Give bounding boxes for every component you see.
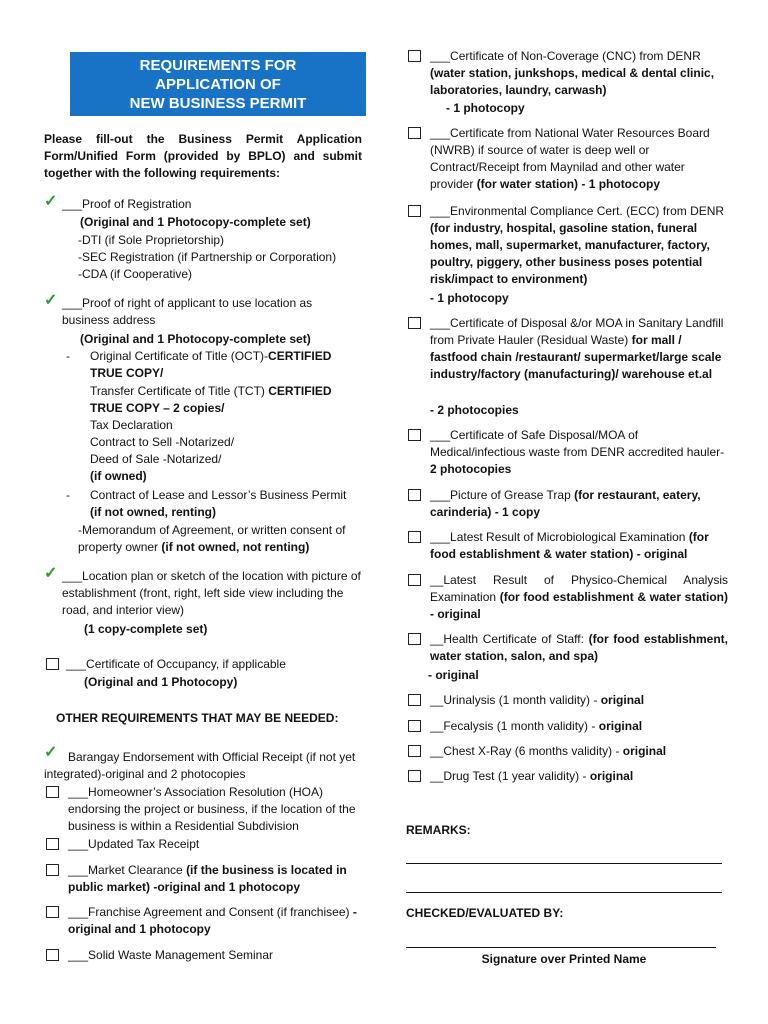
- checkbox-nwrb[interactable]: [408, 127, 421, 139]
- req-registration-sub: (Original and 1 Photocopy-complete set): [80, 215, 311, 229]
- memorandum-condition: (if not owned, not renting): [161, 540, 310, 554]
- contract-of-lease: Contract of Lease and Lessor’s Business Permit: [90, 488, 347, 502]
- tct-line: [90, 383, 360, 417]
- if-not-owned-renting: (if not owned, renting): [90, 505, 216, 519]
- check-icon: ✓: [44, 292, 58, 309]
- oct-text: Original Certificate of Title (OCT)-: [90, 349, 269, 363]
- disposal-detail: for mall / fastfood chain /restaurant/ supermarket/large scale industry/factory (manufacturing)/ warehouse et.al: [430, 333, 722, 381]
- checkbox-chest-xray[interactable]: [408, 745, 421, 757]
- title-banner: [70, 52, 366, 116]
- health-certificate-detail: (for food establishment, water station, salon, and spa): [430, 632, 729, 663]
- checkbox-fecalysis[interactable]: [408, 720, 421, 732]
- health-certificate-original: - original: [428, 668, 479, 682]
- physico-chemical-title: __Latest Result of Physico-Chemical Analysis Examination: [430, 573, 728, 604]
- disposal-copies: - 2 photocopies: [430, 403, 519, 417]
- req-location-right-sub: (Original and 1 Photocopy-complete set): [80, 332, 311, 346]
- check-icon: ✓: [44, 565, 58, 582]
- urinalysis-item: [430, 692, 644, 709]
- oct-line: [90, 348, 360, 382]
- checkbox-health-certificate[interactable]: [408, 633, 421, 645]
- checkbox-medical-waste[interactable]: [408, 429, 421, 441]
- req-location-plan-sub: (1 copy-complete set): [84, 622, 208, 636]
- req-registration: [62, 196, 362, 213]
- signature-line[interactable]: [406, 947, 716, 948]
- disposal-title: ___Certificate of Disposal &/or MOA in Sanitary Landfill from Private Hauler (Residual Waste): [430, 316, 724, 347]
- market-clearance: [68, 862, 362, 896]
- req-registration-dti: -DTI (if Sole Proprietorship): [78, 233, 225, 247]
- remarks-line[interactable]: [406, 892, 722, 893]
- remarks-label: REMARKS:: [406, 823, 471, 837]
- drug-test-item: [430, 768, 633, 785]
- oct-certified: CERTIFIED TRUE COPY/: [90, 349, 332, 380]
- checkbox-solid-waste[interactable]: [46, 949, 59, 961]
- market-clearance-detail: (if the business is located in public market) -original and 1 photocopy: [68, 863, 347, 894]
- urinalysis-original: original: [600, 693, 645, 707]
- hoa-resolution: ___Homeowner’s Association Resolution (HOA) endorsing the project or business, if the location of the business is within a Residential Subdivision: [68, 785, 356, 833]
- deed-of-sale: Deed of Sale -Notarized/: [90, 452, 222, 466]
- checkbox-market-clearance[interactable]: [46, 864, 59, 876]
- check-icon: ✓: [44, 193, 58, 210]
- tax-declaration: Tax Declaration: [90, 418, 173, 432]
- barangay-endorsement: Barangay Endorsement with Official Receipt (if not yet integrated)-original and 2 photocopies: [44, 750, 356, 781]
- title-line-2: APPLICATION OF: [155, 75, 281, 93]
- nwrb-detail: (for water station) - 1 photocopy: [476, 177, 661, 191]
- drug-test-title: __Drug Test (1 year validity) -: [430, 769, 590, 783]
- nwrb-item: [430, 125, 728, 193]
- fecalysis-item: [430, 718, 642, 735]
- microbiological-item: [430, 529, 728, 563]
- solid-waste-seminar: ___Solid Waste Management Seminar: [68, 948, 273, 962]
- memorandum-line: [78, 522, 366, 556]
- req-registration-title: ___Proof of Registration: [62, 197, 192, 211]
- cnc-copies: - 1 photocopy: [446, 101, 525, 115]
- chest-xray-item: [430, 743, 666, 760]
- checkbox-ecc[interactable]: [408, 205, 421, 217]
- ecc-copies: - 1 photocopy: [430, 291, 509, 305]
- checkbox-urinalysis[interactable]: [408, 694, 421, 706]
- checked-evaluated-label: CHECKED/EVALUATED BY:: [406, 906, 564, 920]
- updated-tax-receipt: ___Updated Tax Receipt: [68, 837, 200, 851]
- health-certificate-item: [430, 631, 728, 665]
- market-clearance-title: ___Market Clearance: [68, 863, 187, 877]
- req-occupancy: ___Certificate of Occupancy, if applicable: [66, 657, 286, 671]
- ecc-title: ___Environmental Compliance Cert. (ECC) from DENR: [430, 204, 725, 218]
- fecalysis-title: __Fecalysis (1 month validity) -: [430, 719, 599, 733]
- urinalysis-title: __Urinalysis (1 month validity) -: [430, 693, 601, 707]
- health-certificate-title: __Health Certificate of Staff:: [430, 632, 589, 646]
- drug-test-original: original: [589, 769, 634, 783]
- contract-to-sell: Contract to Sell -Notarized/: [90, 435, 235, 449]
- chest-xray-title: __Chest X-Ray (6 months validity) -: [430, 744, 623, 758]
- franchise-title: ___Franchise Agreement and Consent (if franchisee): [68, 905, 353, 919]
- remarks-line[interactable]: [406, 863, 722, 864]
- grease-trap-item: [430, 487, 728, 521]
- tct-certified: CERTIFIED TRUE COPY – 2 copies/: [90, 384, 332, 415]
- ecc-detail: (for industry, hospital, gasoline station, funeral homes, mall, supermarket, manufacturer, factory, poultry, piggery, other business poses potential risk/impact to environment): [430, 221, 710, 286]
- nwrb-title: ___Certificate from National Water Resources Board (NWRB) if source of water is deep well or Contract/Receipt from Maynilad and other water provider: [430, 126, 710, 191]
- medical-waste-title: ___Certificate of Safe Disposal/MOA of Medical/infectious waste from DENR accredited hauler-: [430, 428, 725, 459]
- ecc-item: [430, 203, 728, 288]
- req-registration-sec: -SEC Registration (if Partnership or Corporation): [78, 250, 337, 264]
- disposal-item: [430, 315, 728, 383]
- checkbox-hoa[interactable]: [46, 786, 59, 798]
- checkbox-occupancy[interactable]: [46, 658, 59, 670]
- dash: -: [66, 488, 70, 502]
- microbiological-title: ___Latest Result of Microbiological Examination: [430, 530, 689, 544]
- checkbox-microbiological[interactable]: [408, 531, 421, 543]
- dash: -: [66, 349, 70, 363]
- microbiological-detail: (for food establishment & water station) - original: [430, 530, 709, 561]
- medical-waste-item: [430, 427, 728, 478]
- tct-text: Transfer Certificate of Title (TCT): [90, 384, 269, 398]
- checkbox-cnc[interactable]: [408, 50, 421, 62]
- title-line-3: NEW BUSINESS PERMIT: [129, 94, 307, 112]
- checkbox-grease-trap[interactable]: [408, 489, 421, 501]
- if-owned: (if owned): [90, 469, 147, 483]
- fecalysis-original: original: [598, 719, 643, 733]
- physico-chemical-detail: (for food establishment & water station) - original: [430, 590, 728, 621]
- checkbox-drug-test[interactable]: [408, 770, 421, 782]
- req-location-plan: ___Location plan or sketch of the location with picture of establishment (front, right, left side view including the road, and interior view): [62, 569, 361, 617]
- req-occupancy-sub: (Original and 1 Photocopy): [84, 675, 238, 689]
- intro-text: Please fill-out the Business Permit Application Form/Unified Form (provided by BPLO) and submit together with the following requirements:: [44, 132, 362, 180]
- cnc-detail: (water station, junkshops, medical & dental clinic, laboratories, laundry, carwash): [430, 66, 715, 97]
- checkbox-franchise[interactable]: [46, 906, 59, 918]
- physico-chemical-item: [430, 572, 728, 623]
- franchise-detail: -original and 1 photocopy: [68, 905, 357, 936]
- signature-caption: Signature over Printed Name: [481, 952, 647, 966]
- title-line-1: REQUIREMENTS FOR: [139, 56, 297, 74]
- checkbox-physico-chemical[interactable]: [408, 574, 421, 586]
- check-icon: ✓: [44, 744, 58, 761]
- cnc-item: [430, 48, 728, 99]
- franchise-agreement: [68, 904, 362, 938]
- grease-trap-title: ___Picture of Grease Trap: [430, 488, 575, 502]
- grease-trap-detail: (for restaurant, eatery, carinderia) - 1 copy: [430, 488, 701, 519]
- checkbox-tax-receipt[interactable]: [46, 838, 59, 850]
- chest-xray-original: original: [622, 744, 667, 758]
- req-registration-cda: -CDA (if Cooperative): [78, 267, 193, 281]
- checkbox-disposal[interactable]: [408, 317, 421, 329]
- cnc-title: ___Certificate of Non-Coverage (CNC) from DENR: [430, 49, 701, 63]
- req-location-right: ___Proof of right of applicant to use location as business address: [62, 296, 313, 327]
- medical-waste-copies: 2 photocopies: [430, 462, 512, 476]
- other-requirements-heading: OTHER REQUIREMENTS THAT MAY BE NEEDED:: [56, 711, 339, 725]
- memorandum-text: -Memorandum of Agreement, or written consent of property owner: [78, 523, 346, 554]
